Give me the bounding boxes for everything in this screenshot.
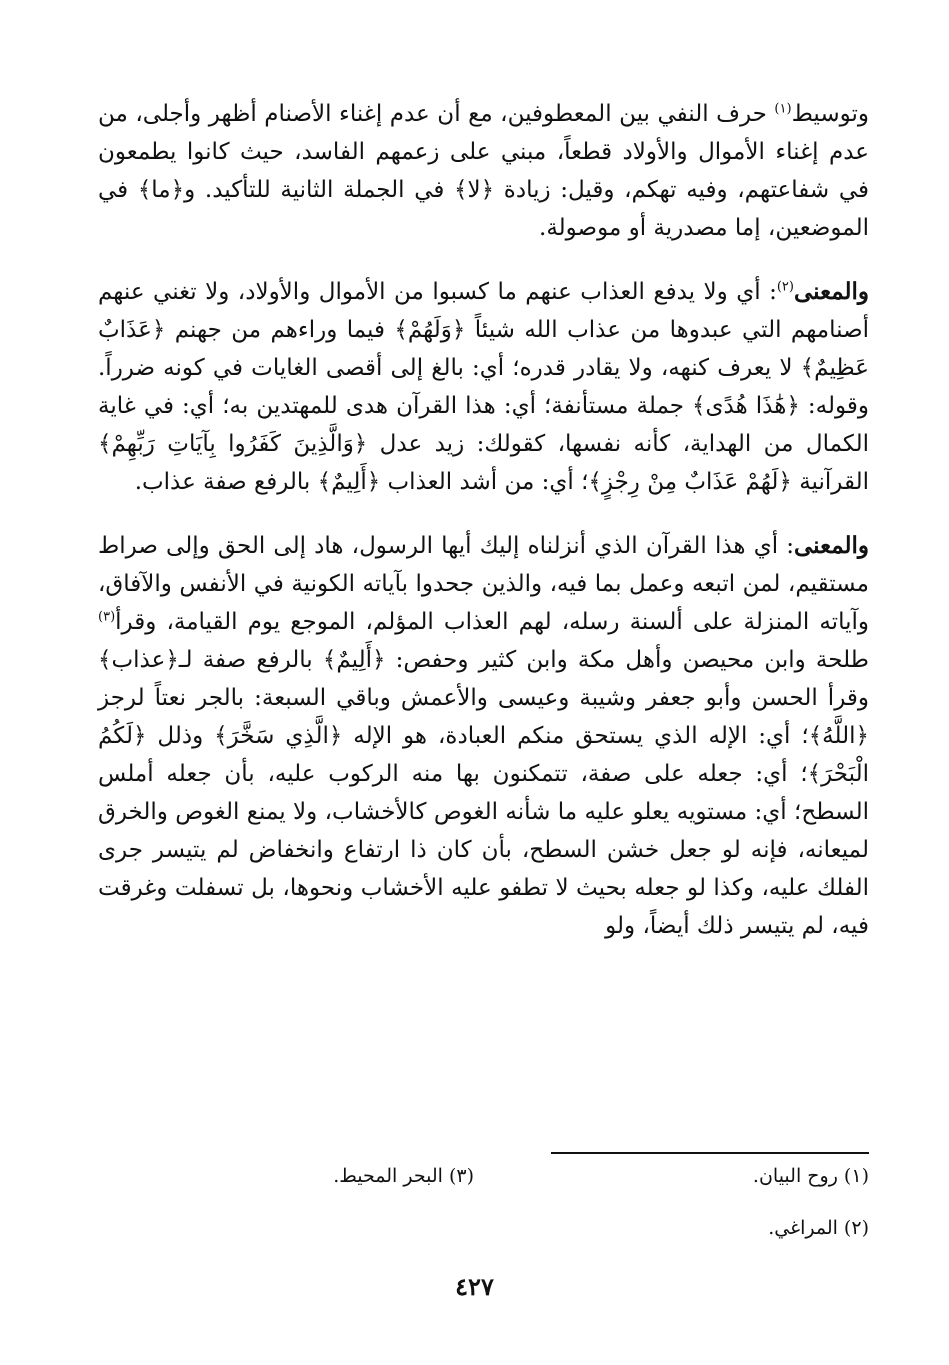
paragraph-text: وتوسيط [791,101,869,127]
paragraph-text: : أي ولا يدفع العذاب عنهم ما كسبوا من الأموال والأولاد، ولا تغني عنهم أصنامهم التي عبدوها من عذاب الله شيئاً ﴿وَلَهُمْ﴾ فيما وراءهم من جهنم ﴿عَذَابٌ عَظِيمٌ﴾ لا يعرف كنهه، ولا يقادر قدره؛ أي: بالغ إلى أقصى الغايات في كونه ضرراً. وقوله: ﴿هَٰذَا هُدًى﴾ جملة مستأنفة؛ أي: هذا القرآن هدى للمهتدين به؛ أي: في غاية الكمال من الهداية، كأنه نفسها، كقولك: زيد عدل ﴿وَالَّذِينَ كَفَرُوا بِآيَاتِ رَبِّهِمْ﴾ القرآنية ﴿لَهُمْ عَذَابٌ مِنْ رِجْزٍ﴾؛ أي: من أشد العذاب ﴿أَلِيمٌ﴾ بالرفع صفة عذاب. [98,279,869,495]
paragraph-lead: والمعنى [793,278,869,305]
footnote-marker: (٣) [98,609,116,625]
paragraph-text: : أي هذا القرآن الذي أنزلناه إليك أيها الرسول، هاد إلى الحق وإلى صراط مستقيم، لمن اتبعه وعمل بما فيه، والذين جحدوا بآياته الكونية في الأنفس والآفاق، وآياته المنزلة على ألسنة رسله، لهم العذاب المؤلم، الموجع يوم القيامة، وقرأ [98,533,869,635]
paragraph-intro [98,95,869,247]
footnote-2: (٢) المراغي. [768,1217,869,1239]
footnote-3: (٣) البحر المحيط. [333,1165,474,1187]
paragraph-text: حرف النفي بين المعطوفين، مع أن عدم إغناء الأصنام أظهر وأجلى، من عدم إغناء الأموال والأولاد قطعاً، مبني على زعمهم الفاسد، حيث كانوا يطمعون في شفاعتهم، وفيه تهكم، وقيل: زيادة ﴿لا﴾ في الجملة الثانية للتأكيد. و﴿ما﴾ في الموضعين، إما مصدرية أو موصولة. [98,101,869,241]
page-number: ٤٢٧ [455,1272,494,1301]
footnote-divider [551,1152,869,1154]
footnote-marker: (٢) [776,279,794,295]
paragraph-meaning-1 [98,273,869,501]
paragraph-meaning-2 [98,527,869,945]
footnote-marker: (١) [774,101,792,117]
paragraph-lead: والمعنى [793,532,869,559]
footnote-1: (١) روح البيان. [752,1165,869,1187]
paragraph-text: طلحة وابن محيصن وأهل مكة وابن كثير وحفص: ﴿أَلِيمٌ﴾ بالرفع صفة لـ﴿عذاب﴾ وقرأ الحسن وأبو جعفر وشيبة وعيسى والأعمش وباقي السبعة: بالجر نعتاً لرجز ﴿اللَّهُ﴾؛ أي: الإله الذي يستحق منكم العبادة، هو الإله ﴿الَّذِي سَخَّرَ﴾ وذلل ﴿لَكُمُ الْبَحْرَ﴾؛ أي: جعله على صفة، تتمكنون بها منه الركوب عليه، بأن جعله أملس السطح؛ أي: مستويه يعلو عليه ما شأنه الغوص كالأخشاب، ولا يمنع الغوص والخرق لميعانه، فإنه لو جعل خشن السطح، بأن كان ذا ارتفاع وانخفاض لم يتيسر جرى الفلك عليه، وكذا لو جعله بحيث لا تطفو عليه الأخشاب ونحوها، بل تسفلت وغرقت فيه، لم يتيسر ذلك أيضاً، ولو [98,647,869,939]
